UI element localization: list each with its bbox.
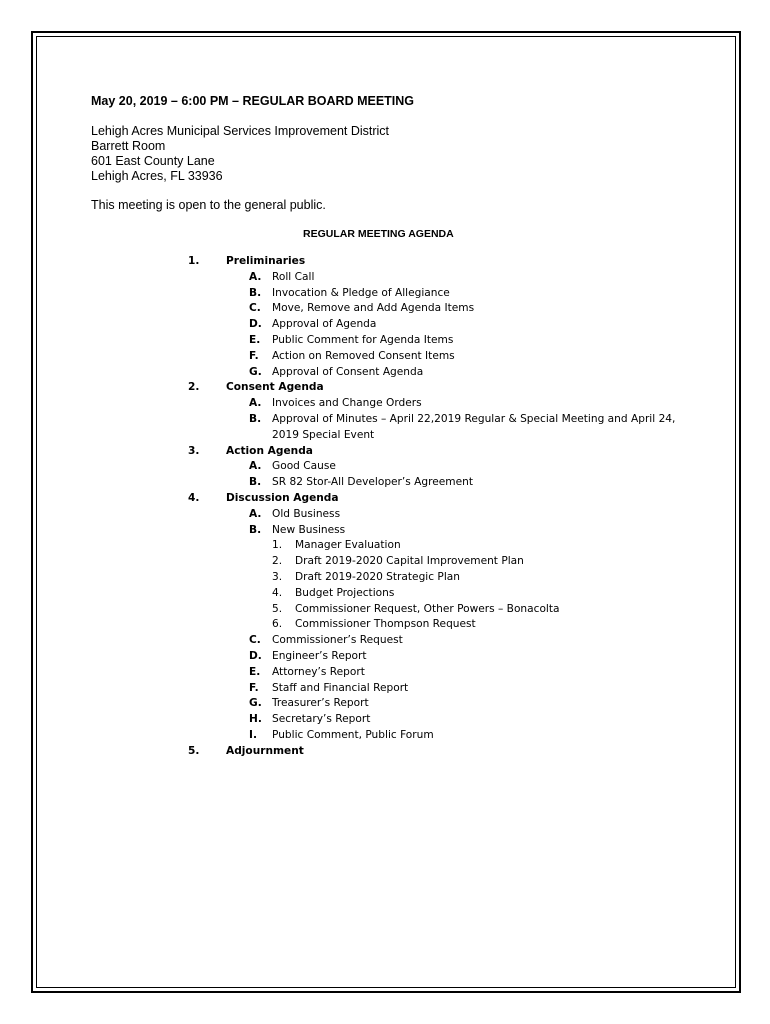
agenda-item	[0, 633, 770, 649]
item-letter: A.	[249, 270, 262, 283]
item-text: Old Business	[272, 507, 341, 520]
agenda-subitem	[0, 602, 770, 618]
agenda-subitem	[0, 617, 770, 633]
address-block	[91, 124, 389, 184]
agenda-item	[0, 665, 770, 681]
subitem-text: Budget Projections	[295, 586, 395, 599]
item-letter: E.	[249, 665, 261, 678]
agenda-item	[0, 396, 770, 412]
item-text: Public Comment for Agenda Items	[272, 333, 454, 346]
agenda-item	[0, 365, 770, 381]
item-text: Engineer’s Report	[272, 649, 367, 662]
item-letter: G.	[249, 365, 262, 378]
section-number: 5.	[188, 744, 200, 757]
item-text: Approval of Consent Agenda	[272, 365, 424, 378]
agenda-item	[0, 286, 770, 302]
item-text: Commissioner’s Request	[272, 634, 403, 647]
item-letter: C.	[249, 302, 261, 315]
item-letter: I.	[249, 728, 257, 741]
item-text: SR 82 Stor-All Developer’s Agreement	[272, 476, 474, 489]
item-letter: A.	[249, 397, 262, 410]
item-text: New Business	[272, 523, 346, 536]
agenda-item	[0, 317, 770, 333]
section-number: 4.	[188, 491, 200, 504]
section-title: Action Agenda	[226, 444, 313, 457]
item-text: Attorney’s Report	[272, 665, 365, 678]
item-text: Treasurer’s Report	[272, 697, 369, 710]
agenda-section	[0, 380, 770, 396]
agenda-subitem	[0, 554, 770, 570]
agenda-item	[0, 728, 770, 744]
item-text: 2019 Special Event	[272, 428, 375, 441]
item-text: Invocation & Pledge of Allegiance	[272, 286, 450, 299]
agenda-subitem	[0, 570, 770, 586]
item-text: Secretary’s Report	[272, 713, 371, 726]
subitem-text: Manager Evaluation	[295, 539, 401, 552]
item-text: Good Cause	[272, 460, 336, 473]
section-number: 3.	[188, 444, 200, 457]
agenda-item	[0, 270, 770, 286]
agenda-item	[0, 459, 770, 475]
address-line: Lehigh Acres Municipal Services Improvement District	[91, 124, 390, 138]
agenda-subitem	[0, 538, 770, 554]
item-letter: E.	[249, 333, 261, 346]
subitem-number: 4.	[272, 586, 283, 599]
agenda-item	[0, 712, 770, 728]
subitem-number: 2.	[272, 555, 283, 568]
address-line: Barrett Room	[91, 139, 166, 153]
item-letter: D.	[249, 649, 262, 662]
subitem-number: 5.	[272, 602, 283, 615]
agenda-item	[0, 696, 770, 712]
agenda-item-continuation	[0, 428, 770, 444]
subitem-text: Draft 2019-2020 Capital Improvement Plan	[295, 555, 524, 568]
agenda-item	[0, 301, 770, 317]
item-letter: B.	[249, 286, 262, 299]
item-text: Action on Removed Consent Items	[272, 349, 455, 362]
section-title: Adjournment	[226, 744, 304, 757]
address-line: 601 East County Lane	[91, 154, 215, 168]
agenda-section	[0, 444, 770, 460]
item-letter: D.	[249, 318, 262, 331]
section-title: Discussion Agenda	[226, 491, 339, 504]
item-letter: B.	[249, 476, 262, 489]
item-letter: C.	[249, 634, 261, 647]
subitem-text: Commissioner Thompson Request	[295, 618, 476, 631]
meeting-heading: May 20, 2019 – 6:00 PM – REGULAR BOARD MEETING	[91, 94, 415, 108]
agenda-section	[0, 491, 770, 507]
item-letter: F.	[249, 681, 259, 694]
section-number: 2.	[188, 381, 200, 394]
subitem-number: 3.	[272, 570, 283, 583]
item-text: Approval of Agenda	[272, 318, 377, 331]
agenda-section	[0, 744, 770, 760]
agenda-title: REGULAR MEETING AGENDA	[303, 228, 454, 240]
agenda-item	[0, 523, 770, 539]
section-title: Preliminaries	[226, 255, 306, 267]
item-letter: G.	[249, 697, 262, 710]
section-number: 1.	[188, 255, 200, 267]
item-text: Staff and Financial Report	[272, 681, 409, 694]
subitem-text: Draft 2019-2020 Strategic Plan	[295, 570, 460, 583]
item-text: Public Comment, Public Forum	[272, 728, 434, 741]
item-text: Approval of Minutes – April 22,2019 Regular & Special Meeting and April 24,	[272, 412, 676, 425]
agenda-item	[0, 681, 770, 697]
subitem-text: Commissioner Request, Other Powers – Bonacolta	[295, 602, 560, 615]
item-letter: H.	[249, 713, 262, 726]
agenda-section	[0, 254, 770, 270]
agenda-item	[0, 349, 770, 365]
agenda-item	[0, 649, 770, 665]
item-letter: B.	[249, 412, 262, 425]
item-text: Invoices and Change Orders	[272, 397, 422, 410]
item-text: Roll Call	[272, 270, 315, 283]
agenda-list	[0, 254, 770, 760]
item-letter: A.	[249, 507, 262, 520]
agenda-item	[0, 333, 770, 349]
agenda-item	[0, 412, 770, 428]
agenda-item	[0, 475, 770, 491]
section-title: Consent Agenda	[226, 381, 324, 394]
agenda-subitem	[0, 586, 770, 602]
item-letter: F.	[249, 349, 259, 362]
public-notice: This meeting is open to the general public.	[91, 198, 326, 212]
item-letter: B.	[249, 523, 262, 536]
address-line: Lehigh Acres, FL 33936	[91, 169, 223, 183]
agenda-item	[0, 507, 770, 523]
subitem-number: 6.	[272, 618, 283, 631]
item-text: Move, Remove and Add Agenda Items	[272, 302, 475, 315]
item-letter: A.	[249, 460, 262, 473]
subitem-number: 1.	[272, 539, 283, 552]
